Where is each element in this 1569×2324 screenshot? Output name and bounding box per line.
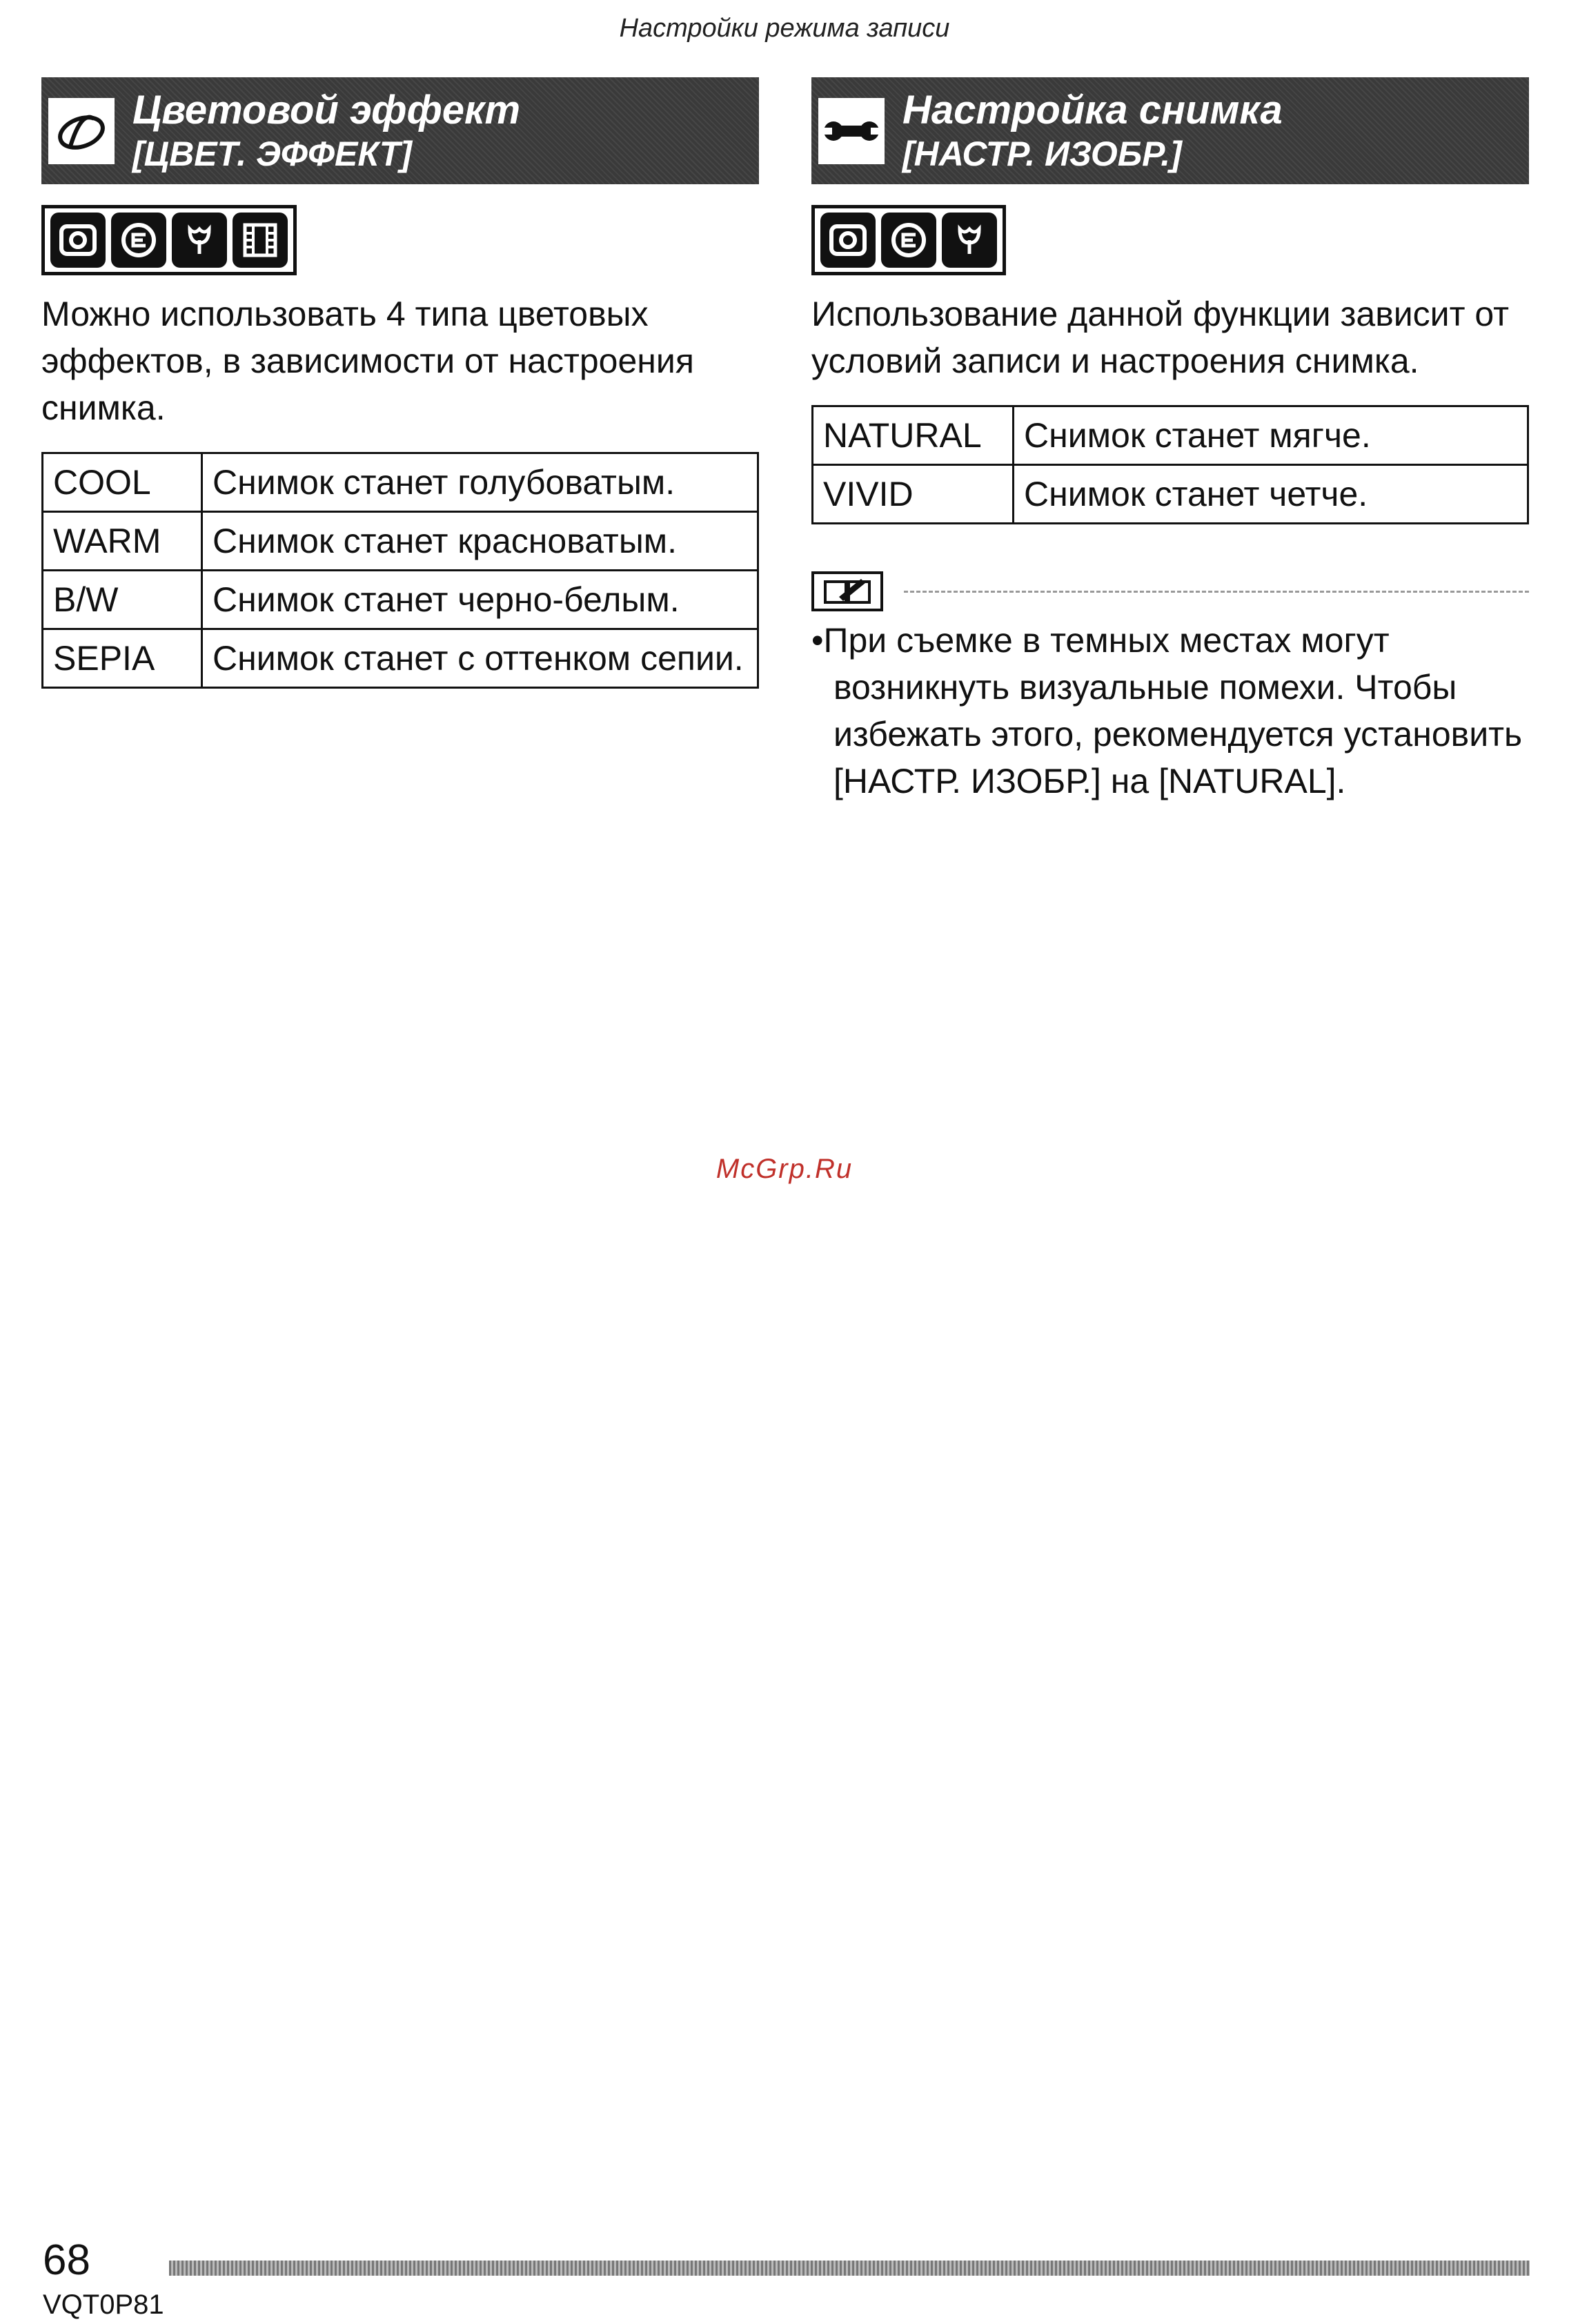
- table-row: [43, 629, 758, 688]
- picture-adjust-section: [811, 77, 1529, 805]
- option-description: Снимок станет четче.: [1014, 465, 1528, 524]
- color-effect-table: [41, 452, 759, 689]
- option-description: Снимок станет красноватым.: [202, 512, 758, 571]
- option-description: Снимок станет мягче.: [1014, 406, 1528, 465]
- intro-text: Можно использовать 4 типа цветовых эффектов, в зависимости от настроения снимка.: [41, 295, 694, 427]
- option-name: WARM: [43, 512, 202, 571]
- option-name: NATURAL: [813, 406, 1014, 465]
- camera-mode-icon: [50, 213, 106, 268]
- watermark: McGrp.Ru: [716, 1154, 853, 1184]
- section-title-main: Настройка снимка: [902, 87, 1283, 132]
- section-title-menu: [ЦВЕТ. ЭФФЕКТ]: [132, 134, 412, 173]
- table-row: [813, 406, 1528, 465]
- table-row: [813, 465, 1528, 524]
- table-row: [43, 571, 758, 629]
- macro-mode-icon: [942, 213, 997, 268]
- document-code: VQT0P81: [43, 2289, 164, 2320]
- section-title-menu: [НАСТР. ИЗОБР.]: [902, 134, 1182, 173]
- divider: [904, 591, 1529, 593]
- note-header: [811, 571, 1529, 611]
- option-name: VIVID: [813, 465, 1014, 524]
- intro-text: Использование данной функции зависит от условий записи и настроения снимка.: [811, 295, 1510, 380]
- economy-mode-icon: [881, 213, 936, 268]
- color-effect-icon: [48, 98, 115, 164]
- macro-mode-icon: [172, 213, 227, 268]
- camera-mode-icon: [820, 213, 876, 268]
- mode-icons: [811, 205, 1006, 275]
- section-title-bar: [41, 77, 759, 184]
- section-title-main: Цветовой эффект: [132, 87, 521, 132]
- option-description: Снимок станет голубоватым.: [202, 453, 758, 512]
- motion-picture-mode-icon: [233, 213, 288, 268]
- option-name: SEPIA: [43, 629, 202, 688]
- mode-icons: [41, 205, 297, 275]
- page-number: 68: [43, 2236, 90, 2284]
- section-title: [902, 88, 1283, 175]
- table-row: [43, 453, 758, 512]
- color-effect-section: [41, 77, 759, 689]
- option-name: B/W: [43, 571, 202, 629]
- section-title: [132, 88, 520, 175]
- wrench-icon: [818, 98, 885, 164]
- economy-mode-icon: [111, 213, 166, 268]
- option-description: Снимок станет черно-белым.: [202, 571, 758, 629]
- option-name: COOL: [43, 453, 202, 512]
- picture-adjust-table: [811, 405, 1529, 524]
- option-description: Снимок станет с оттенком сепии.: [202, 629, 758, 688]
- note-text: •При съемке в темных местах могут возникнуть визуальные помехи. Чтобы избежать этого, рекомендуется установить [НАСТР. ИЗОБР.] на [NATURAL].: [811, 621, 1523, 800]
- footer-bar: [169, 2261, 1530, 2276]
- note-book-icon: [811, 571, 883, 611]
- table-row: [43, 512, 758, 571]
- running-head: Настройки режима записи: [619, 14, 950, 43]
- section-title-bar: [811, 77, 1529, 184]
